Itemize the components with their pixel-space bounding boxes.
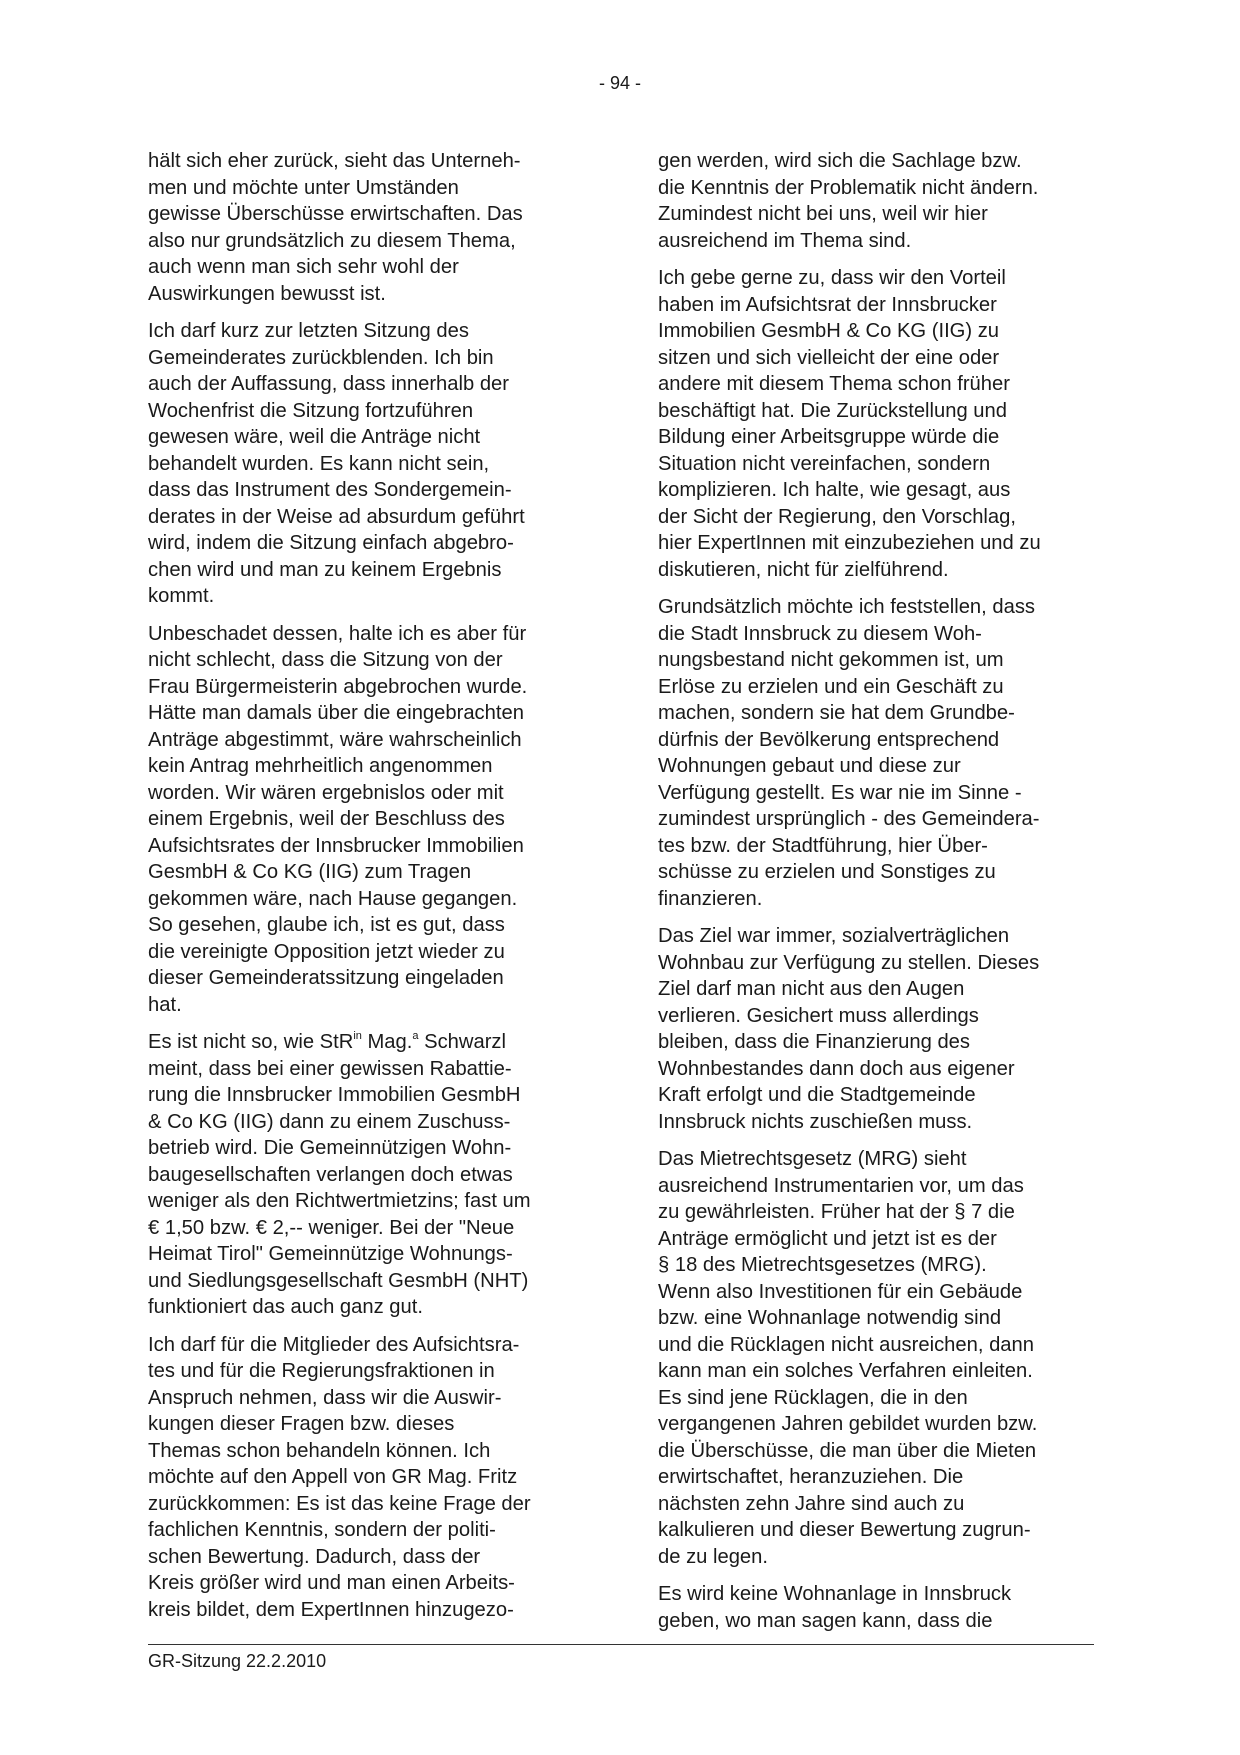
superscript: in	[353, 1030, 362, 1042]
footer-divider	[148, 1644, 1094, 1645]
text-run: Mag.	[361, 1031, 413, 1053]
paragraph: gen werden, wird sich die Sachlage bzw. die Kenntnis der Problematik nicht ändern. Zumindest nicht bei uns, weil wir hier ausreichend im Thema sind.	[658, 150, 1039, 252]
paragraph: Ich darf für die Mitglieder des Aufsichtsra- tes und für die Regierungsfraktionen in Anspruch nehmen, dass wir die Auswir- kungen dieser Fragen bzw. dieses Themas schon behandeln können. Ich möchte auf den Appell von GR Mag. Fritz zurückkommen: Es ist das keine Frage der fachlichen Kenntnis, sondern der politi- schen Bewertung. Dadurch, dass der Kreis größer wird und man einen Arbeits- kreis bildet, dem ExpertInnen hinzugezo-	[148, 1333, 531, 1621]
paragraph: Das Mietrechtsgesetz (MRG) sieht ausreichend Instrumentarien vor, um das zu gewährleisten. Früher hat der § 7 die Anträge ermöglicht und jetzt ist es der § 18 des Mietrechtsgesetzes (MRG). Wenn also Investitionen für ein Gebäude bzw. eine Wohnanlage notwendig sind und die Rücklagen nicht ausreichen, dann kann man ein solches Verfahren einleiten. Es sind jene Rücklagen, die in den vergangenen Jahren gebildet wurden bzw. die Überschüsse, die man über die Mieten erwirtschaftet, heranzuziehen. Die nächsten zehn Jahre sind auch zu kalkulieren und dieser Bewertung zugrun- de zu legen.	[658, 1148, 1038, 1568]
paragraph: Es wird keine Wohnanlage in Innsbruck geben, wo man sagen kann, dass die	[658, 1583, 1012, 1632]
superscript: a	[412, 1030, 419, 1042]
right-column	[658, 148, 1094, 1645]
paragraph: Ich gebe gerne zu, dass wir den Vorteil haben im Aufsichtsrat der Innsbrucker Immobilien GesmbH & Co KG (IIG) zu sitzen und sich vielleicht der eine oder andere mit diesem Thema schon früher beschäftigt hat. Die Zurückstellung und Bildung einer Arbeitsgruppe würde die Situation nicht vereinfachen, sondern komplizieren. Ich halte, wie gesagt, aus der Sicht der Regierung, den Vorschlag, hier ExpertInnen mit einzubeziehen und zu diskutieren, nicht für zielführend.	[658, 267, 1041, 581]
left-column	[148, 148, 584, 1634]
paragraph	[148, 1029, 584, 1321]
text-run: Es ist nicht so, wie StR	[148, 1031, 354, 1053]
paragraph: Grundsätzlich möchte ich feststellen, dass die Stadt Innsbruck zu diesem Woh- nungsbestand nicht gekommen ist, um Erlöse zu erzielen und ein Geschäft zu machen, sondern sie hat dem Grundbe- dürfnis der Bevölkerung entsprechend Wohnungen gebaut und diese zur Verfügung gestellt. Es war nie im Sinne - zumindest ursprünglich - des Gemeindera- tes bzw. der Stadtführung, hier Über- schüsse zu erzielen und Sonstiges zu finanzieren.	[658, 596, 1040, 910]
footer-text: GR-Sitzung 22.2.2010	[148, 1651, 327, 1671]
paragraph: Unbeschadet dessen, halte ich es aber für nicht schlecht, dass die Sitzung von der Frau Bürgermeisterin abgebrochen wurde. Hätte man damals über die eingebrachten Anträge abgestimmt, wäre wahrscheinlich kein Antrag mehrheitlich angenommen worden. Wir wären ergebnislos oder mit einem Ergebnis, weil der Beschluss des Aufsichtsrates der Innsbrucker Immobilien GesmbH & Co KG (IIG) zum Tragen gekommen wäre, nach Hause gegangen. So gesehen, glaube ich, ist es gut, dass die vereinigte Opposition jetzt wieder zu dieser Gemeinderatssitzung eingeladen hat.	[148, 622, 528, 1016]
page-number: - 94 -	[598, 73, 641, 93]
paragraph: Ich darf kurz zur letzten Sitzung des Gemeinderates zurückblenden. Ich bin auch der Auffassung, dass innerhalb der Wochenfrist die Sitzung fortzuführen gewesen wäre, weil die Anträge nicht behandelt wurden. Es kann nicht sein, dass das Instrument des Sondergemein- derates in der Weise ad absurdum geführt wird, indem die Sitzung einfach abgebro- chen wird und man zu keinem Ergebnis kommt.	[148, 320, 525, 607]
paragraph: hält sich eher zurück, sieht das Unterneh- men und möchte unter Umständen gewisse Überschüsse erwirtschaften. Das also nur grundsätzlich zu diesem Thema, auch wenn man sich sehr wohl der Auswirkungen bewusst ist.	[148, 150, 523, 305]
paragraph: Das Ziel war immer, sozialverträglichen Wohnbau zur Verfügung zu stellen. Dieses Ziel darf man nicht aus den Augen verlieren. Gesichert muss allerdings bleiben, dass die Finanzierung des Wohnbestandes dann doch aus eigener Kraft erfolgt und die Stadtgemeinde Innsbruck nichts zuschießen muss.	[658, 925, 1040, 1133]
text-run: Schwarzl meint, dass bei einer gewissen Rabattie- rung die Innsbrucker Immobilien GesmbH & Co KG (IIG) dann zu einem Zuschuss- betrieb wird. Die Gemeinnützigen Wohn- baugesellschaften verlangen doch etwas weniger als den Richtwertmietzins; fast um € 1,50 bzw. € 2,-- weniger. Bei der "Neue Heimat Tirol" Gemeinnützige Wohnungs- und Siedlungsgesellschaft GesmbH (NHT) funktioniert das auch ganz gut.	[148, 1031, 531, 1318]
